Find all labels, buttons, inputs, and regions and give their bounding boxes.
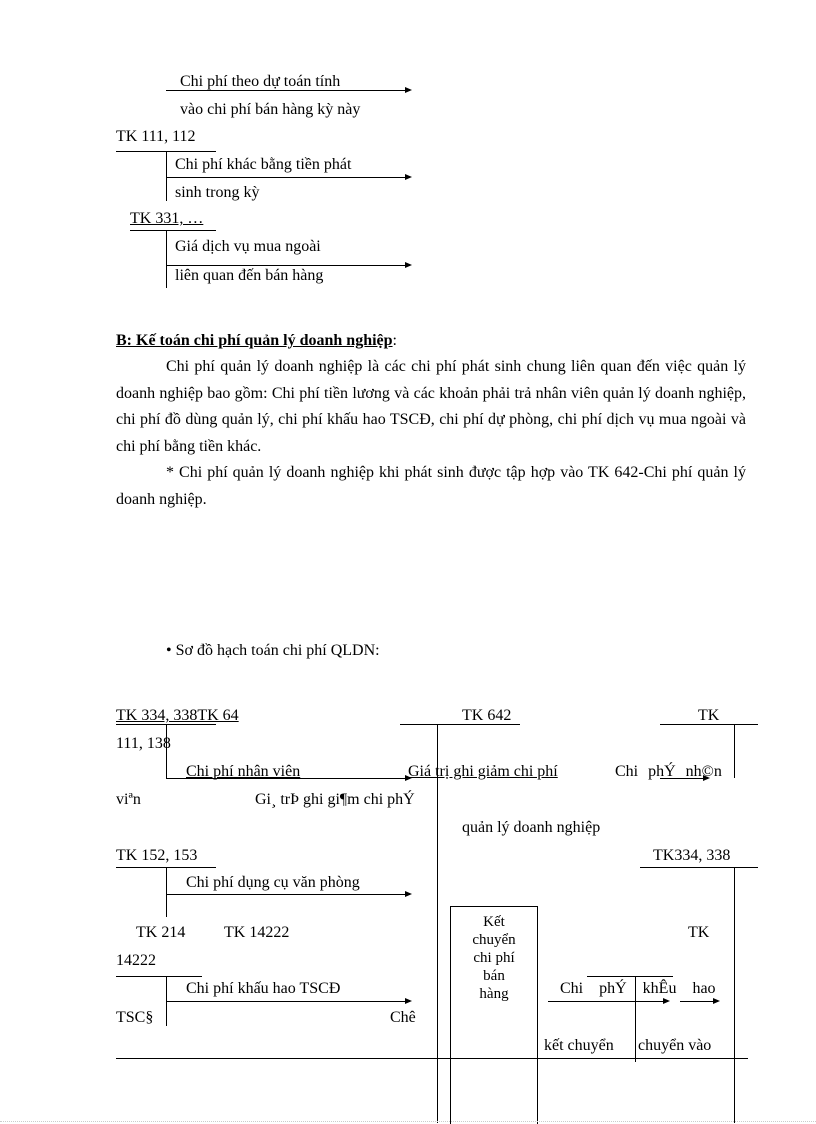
tk-331-rule xyxy=(130,230,216,231)
khau-hao-label: Chi phí khấu hao TSCĐ xyxy=(186,980,341,997)
dung-cu-arrow xyxy=(166,894,410,895)
tk-331-vline xyxy=(166,230,167,288)
ket-chuyen-label: kết chuyển xyxy=(544,1037,614,1054)
tk-152-vline xyxy=(166,867,167,917)
diagram-bullet-title: • Sơ đồ hạch toán chi phí QLDN: xyxy=(166,642,380,659)
top-arrow-1 xyxy=(166,90,410,91)
bottom-rule xyxy=(116,1058,748,1059)
garbled-mid-label: Gi¸ trÞ ghi gi¶m chi phÝ xyxy=(255,791,415,808)
box-line-2: chuyển xyxy=(472,932,516,948)
box-line-5: hàng xyxy=(479,986,509,1002)
tk-right-rule xyxy=(660,724,758,725)
tscs-label: TSC§ xyxy=(116,1009,154,1026)
tk-111-138-label: 111, 138 xyxy=(116,735,171,752)
section-b-heading-colon: : xyxy=(392,332,397,349)
tk-334-vline xyxy=(166,724,167,778)
gia-tri-label: Giá trị ghi giảm chi phí xyxy=(408,763,558,780)
tk-111-112-label: TK 111, 112 xyxy=(116,128,196,145)
tk-331-label: TK 331, … xyxy=(130,210,204,227)
khau-hao-arrow xyxy=(166,1001,410,1002)
tk-152-153-label: TK 152, 153 xyxy=(116,847,198,864)
qldn-label: quản lý doanh nghiệp xyxy=(462,819,601,836)
tk-334-right-rule xyxy=(640,867,758,868)
tk-111-vline xyxy=(166,151,167,201)
chuyen-vao-label: chuyển vào xyxy=(638,1037,712,1054)
mid-right-rule xyxy=(587,976,673,977)
tk-214-label: TK 214 xyxy=(136,924,186,941)
nhan-vien-label: Chi phí nhân viên xyxy=(186,763,301,780)
nhan-vien-arrow xyxy=(166,778,410,779)
box-line-4: bán xyxy=(483,968,505,984)
right-arrow-1 xyxy=(660,778,708,779)
tk-14222-label: TK 14222 xyxy=(224,924,290,941)
top-line-5: Giá dịch vụ mua ngoài xyxy=(175,238,321,255)
section-b-paragraph-2 xyxy=(116,460,746,513)
tk-14222-rule xyxy=(116,976,202,977)
mid-right-vline xyxy=(635,976,636,1062)
top-line-1: Chi phí theo dự toán tính xyxy=(180,73,341,90)
top-line-4: sinh trong kỳ xyxy=(175,184,260,201)
section-b-heading-text: B: Kế toán chi phí quản lý doanh nghiệp xyxy=(116,332,393,349)
vien-label: viªn xyxy=(116,791,141,808)
tk-334-338-right-label: TK334, 338 xyxy=(653,847,731,864)
dung-cu-label: Chi phí dụng cụ văn phòng xyxy=(186,874,360,891)
che-label: Chê xyxy=(390,1009,416,1026)
box-line-1: Kết xyxy=(483,914,505,930)
right-arrow-2 xyxy=(548,1001,668,1002)
tk-right-vline xyxy=(734,724,735,778)
tk-right-label: TK xyxy=(698,707,720,724)
top-line-3: Chi phí khác bằng tiền phát xyxy=(175,156,352,173)
n-14222-label: 14222 xyxy=(116,952,156,969)
page-bottom-dotted xyxy=(0,1121,816,1122)
paragraph-1-text: Chi phí quản lý doanh nghiệp là các chi phí phát sinh chung liên quan đến việc quản lý doanh nghiệp bao gồm: Chi phí tiền lương và các khoản phải trả nhân viên quản lý doanh nghiệp, chi phí đồ dùng quản lý, chi phí khấu hao TSCĐ, chi phí dự phòng, chi phí dịch vụ mua ngoài và chi phí bằng tiền khác. xyxy=(116,358,746,455)
garbled-right-label: Chi phÝ nh©n xyxy=(615,763,722,780)
box-line-3: chi phí xyxy=(473,950,515,966)
tk-334-right-vline xyxy=(734,867,735,1123)
section-b-heading xyxy=(116,331,397,351)
tk-right-2-label: TK xyxy=(688,924,710,941)
top-line-2: vào chi phí bán hàng kỳ này xyxy=(180,101,361,118)
ket-chuyen-box xyxy=(450,906,538,1124)
paragraph-2-text: * Chi phí quản lý doanh nghiệp khi phát sinh được tập hợp vào TK 642-Chi phí quản lý doanh nghiệp. xyxy=(116,464,746,508)
tk-642-vline xyxy=(437,724,438,1123)
right-arrow-3 xyxy=(680,1001,718,1002)
tk-334-338-label: TK 334, 338TK 64 xyxy=(116,707,239,724)
top-arrow-2 xyxy=(166,177,410,178)
tk-642-label: TK 642 xyxy=(462,707,512,724)
top-line-6: liên quan đến bán hàng xyxy=(175,267,324,284)
garbled-kh-label: Chi phÝ khÊu hao xyxy=(560,980,716,997)
section-b-paragraph-1 xyxy=(116,354,746,460)
